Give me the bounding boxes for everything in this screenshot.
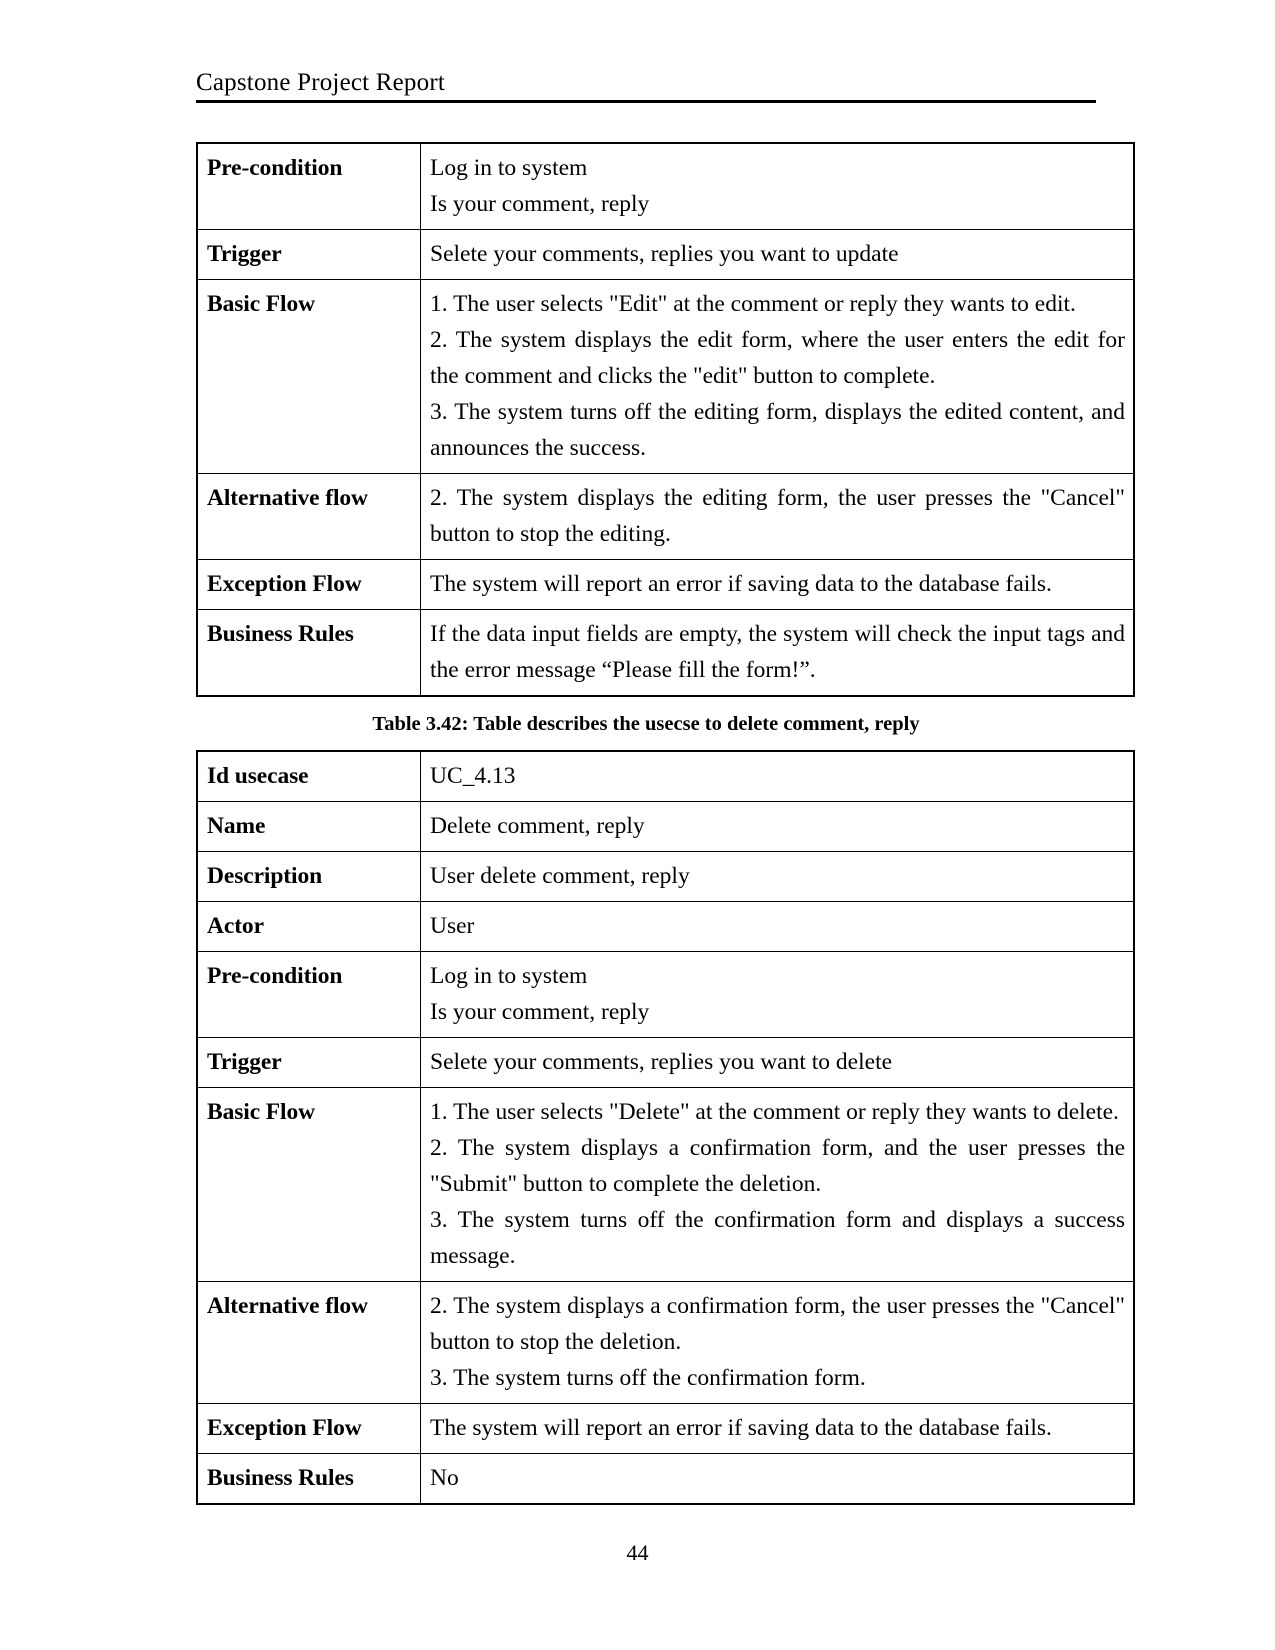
row-label: Id usecase [197,751,421,802]
row-value [421,143,1135,230]
row-value [421,1404,1135,1454]
row-value [421,610,1135,697]
row-value-line: Is your comment, reply [430,191,650,217]
row-value-line: The system will report an error if saving data to the database fails. [430,1415,1052,1441]
row-value-line: 2. The system displays the edit form, where the user enters the edit for the comment and clicks the "edit" button to complete. [430,327,1125,389]
row-value [421,902,1135,952]
row-value-line: The system will report an error if saving data to the database fails. [430,571,1052,597]
row-label: Description [197,852,421,902]
row-value-line: 2. The system displays a confirmation form, the user presses the "Cancel" button to stop the deletion. [430,1293,1125,1355]
table-row [197,1282,1134,1404]
row-value-line: Delete comment, reply [430,813,645,839]
table-body [197,751,1134,1504]
row-value-line: 1. The user selects "Edit" at the comment or reply they wants to edit. [430,291,1076,317]
row-label: Pre-condition [197,143,421,230]
table-row [197,1088,1134,1282]
table-row [197,1038,1134,1088]
row-value-line: User [430,913,475,939]
row-value [421,560,1135,610]
table-row [197,802,1134,852]
row-label: Alternative flow [197,474,421,560]
row-value [421,802,1135,852]
row-label: Exception Flow [197,1404,421,1454]
row-label: Basic Flow [197,1088,421,1282]
row-value [421,751,1135,802]
table-row [197,474,1134,560]
row-label: Name [197,802,421,852]
running-header-title: Capstone Project Report [196,69,445,96]
row-value-line: 3. The system turns off the editing form, displays the edited content, and announces the success. [430,399,1125,461]
row-value-line: Log in to system [430,963,588,989]
row-value [421,1038,1135,1088]
row-value-line: Log in to system [430,155,588,181]
row-value-line: 2. The system displays a confirmation form, and the user presses the "Submit" button to complete the deletion. [430,1135,1125,1197]
row-value-line: Selete your comments, replies you want to delete [430,1049,893,1075]
row-value-line: 1. The user selects "Delete" at the comment or reply they wants to delete. [430,1099,1119,1125]
row-value [421,952,1135,1038]
header-divider [196,100,1096,103]
row-label: Basic Flow [197,280,421,474]
row-value [421,230,1135,280]
table-row [197,230,1134,280]
row-label: Alternative flow [197,1282,421,1404]
row-value [421,280,1135,474]
row-value-line: No [430,1465,459,1491]
row-label: Trigger [197,230,421,280]
table-row [197,751,1134,802]
table-row [197,902,1134,952]
table-row [197,143,1134,230]
table-row [197,560,1134,610]
row-value-line: Is your comment, reply [430,999,650,1025]
row-label: Business Rules [197,610,421,697]
page-content [196,142,1125,1505]
row-value-line: UC_4.13 [430,763,516,789]
table-row [197,1404,1134,1454]
table-row [197,852,1134,902]
row-label: Pre-condition [197,952,421,1038]
footer-page-number: 44 [626,1540,649,1565]
table-caption: Table 3.42: Table describes the usecse to delete comment, reply [372,713,920,735]
row-value [421,1088,1135,1282]
running-header [196,68,1096,103]
row-label: Business Rules [197,1454,421,1505]
usecase-table-edit-comment [196,142,1135,697]
row-value-line: If the data input fields are empty, the system will check the input tags and the error message “Please fill the form!”. [430,621,1125,683]
row-value [421,474,1135,560]
row-value [421,852,1135,902]
table-row [197,610,1134,697]
row-value [421,1282,1135,1404]
table-row [197,280,1134,474]
table-body [197,143,1134,696]
row-label: Exception Flow [197,560,421,610]
table-row [197,952,1134,1038]
row-value-line: Selete your comments, replies you want to update [430,241,899,267]
row-value-line: 3. The system turns off the confirmation form. [430,1365,866,1391]
row-value-line: 2. The system displays the editing form, the user presses the "Cancel" button to stop the editing. [430,485,1125,547]
row-label: Trigger [197,1038,421,1088]
row-value-line: User delete comment, reply [430,863,690,889]
row-value-line: 3. The system turns off the confirmation form and displays a success message. [430,1207,1125,1269]
row-value [421,1454,1135,1505]
row-label: Actor [197,902,421,952]
usecase-table-delete-comment [196,750,1135,1505]
table-row [197,1454,1134,1505]
